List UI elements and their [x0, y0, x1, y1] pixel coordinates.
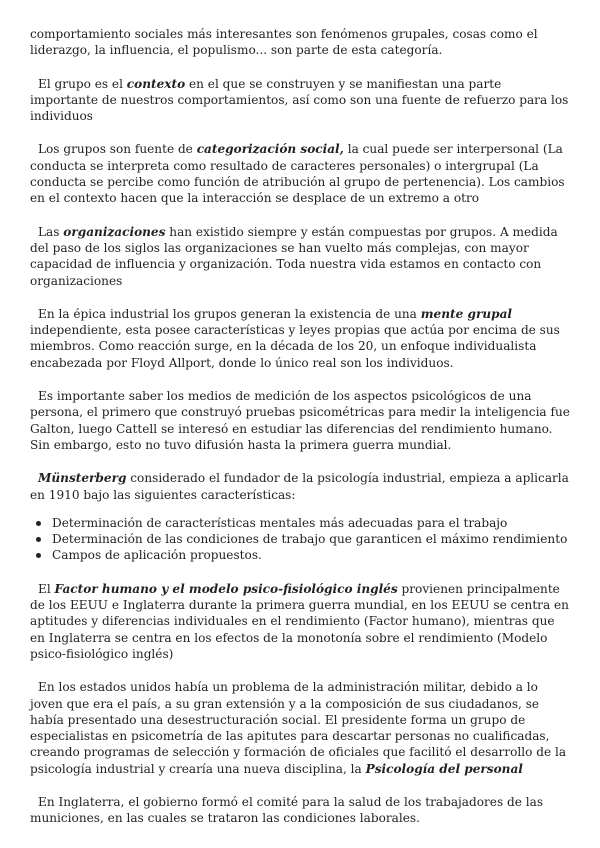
- bullet-icon: [36, 553, 41, 558]
- emphasis-text: Factor humano y el modelo psico-fisiológico inglés: [54, 581, 398, 596]
- paragraphs-after: [30, 581, 572, 827]
- list-item-text: Determinación de las condiciones de trabajo que garanticen el máximo rendimiento: [52, 532, 568, 547]
- paragraph-text: considerado el fundador de la psicología industrial, empieza a aplicarla en 1910 bajo las siguientes características:: [30, 471, 569, 502]
- paragraph-text: Los grupos son fuente de: [38, 142, 197, 157]
- list-item-text: Determinación de características mentales más adecuadas para el trabajo: [52, 515, 508, 530]
- emphasis-text: categorización social,: [196, 142, 344, 157]
- list-item-text: Campos de aplicación propuestos.: [52, 548, 262, 563]
- paragraph-text: han existido siempre y están compuestas por grupos. A medida del paso de los siglos las organizaciones se han vuelto más complejas, con mayor capacidad de influencia y organización. Toda nuestra vida estamos en contacto con organizaciones: [30, 224, 558, 288]
- emphasis-text: contexto: [126, 76, 186, 91]
- list-item: [36, 531, 572, 547]
- paragraph: [30, 679, 572, 777]
- list-item: [36, 547, 572, 563]
- paragraph-text: en el que se construyen y se manifiestan una parte importante de nuestros comportamientos, así como son una fuente de refuerzo para los individuos: [30, 76, 569, 124]
- paragraph: [30, 306, 572, 371]
- paragraph-text: En los estados unidos había un problema de la administración militar, debido a lo joven que era el país, a su gran extensión y a la composición de sus ciudadanos, se había presentado una desestructuración social. El presidente forma un grupo de especialistas en psicometría de las apitutes para descartar personas no cualificadas, creando programas de selección y formación de oficiales que facilitó el desarrollo de la psicología industrial y crearía una nueva disciplina, la: [30, 680, 567, 776]
- paragraph: [30, 794, 572, 827]
- paragraph-text: Es importante saber los medios de medición de los aspectos psicológicos de una persona, el primero que construyó pruebas psicométricas para medir la inteligencia fue Galton, luego Cattell se interesó en estudiar las diferencias del rendimiento humano. Sin embargo, esto no tuvo difusión hasta la primera guerra mundial.: [30, 389, 570, 452]
- emphasis-text: Psicología del personal: [365, 761, 523, 776]
- paragraph: [30, 76, 572, 125]
- paragraphs-before: [30, 26, 572, 503]
- paragraph-text: Las: [38, 224, 64, 239]
- paragraph-text: independiente, esta posee características y leyes propias que actúa por encima de sus miembros. Como reacción surge, en la década de los 20, un enfoque individualista encabezada por Floyd Allport, donde lo único real son los individuos.: [30, 323, 560, 370]
- bullet-icon: [36, 521, 41, 526]
- paragraph-text: la cual puede ser interpersonal (La conducta se interpreta como resultado de caracteres personales) o intergrupal (La conducta se percibe como función de atribución al grupo de pertenencia). Los cambios en el contexto hacen que la interacción se desplace de un extremo a otro: [30, 142, 565, 206]
- paragraph: [30, 224, 572, 289]
- emphasis-text: Münsterberg: [38, 471, 127, 486]
- paragraph: [30, 141, 572, 206]
- paragraph-text: El grupo es el: [38, 76, 127, 91]
- paragraph-text: comportamiento sociales más interesantes son fenómenos grupales, cosas como el liderazgo, la influencia, el populismo... son parte de esta categoría.: [30, 27, 538, 58]
- list-item: [36, 515, 572, 531]
- paragraph: [30, 470, 572, 503]
- paragraph-text: En la épica industrial los grupos generan la existencia de una: [38, 306, 421, 321]
- emphasis-text: mente grupal: [420, 306, 513, 321]
- bullet-list: [30, 515, 572, 564]
- paragraph: [30, 581, 572, 662]
- paragraph: [30, 26, 572, 59]
- paragraph: [30, 388, 572, 453]
- paragraph-text: El: [38, 581, 55, 596]
- emphasis-text: organizaciones: [63, 224, 166, 239]
- bullet-icon: [36, 537, 41, 542]
- paragraph-text: provienen principalmente de los EEUU e Inglaterra durante la primera guerra mundial, en los EEUU se centra en aptitudes y diferencias individuales en el rendimiento (Factor humano), mientras que en Inglaterra se centra en los efectos de la monotonía sobre el rendimiento (Modelo psico-fisiológico inglés): [30, 581, 569, 661]
- paragraph-text: En Inglaterra, el gobierno formó el comité para la salud de los trabajadores de las municiones, en las cuales se trataron las condiciones laborales.: [30, 794, 544, 826]
